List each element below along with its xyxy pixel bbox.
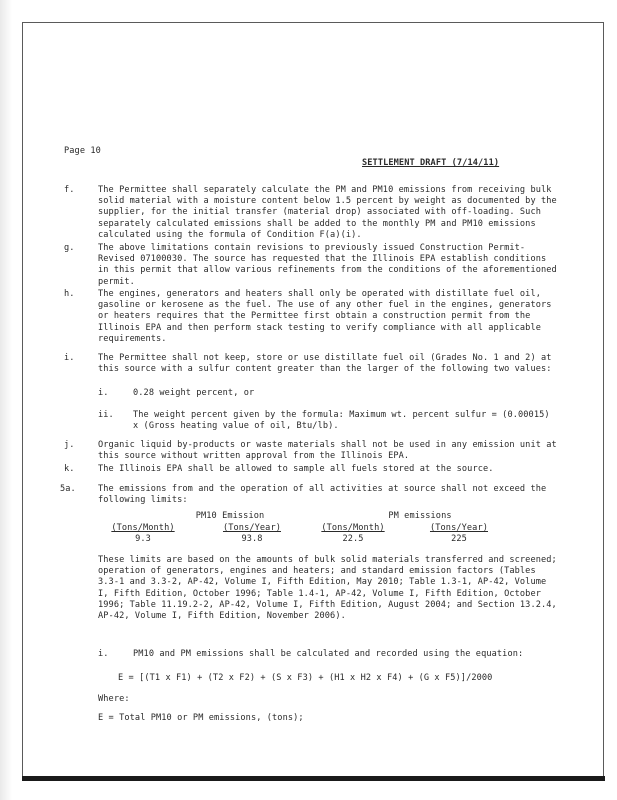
limits-paragraph: These limits are based on the amounts of bulk solid materials transferred and screened; operation of generators, engines and heaters; and standard emission factors (Tables 3.3-1 and 3.3-2, AP-42, Volume I, Fifth Edition, May 2010; Table 1.3-1, AP-42, Volume I, Fifth Edition, October 1996; Table 1.4-1, AP-42, Volume I, Fifth Edition, October 1996; Table 11.19.2-2, AP-42, Volume I, Fifth Edition, August 2004; and Section 13.2.4, AP-42, Volume I, Fifth Edition, November 2006). xyxy=(98,555,557,622)
col-header-pm-year: (Tons/Year) xyxy=(429,523,488,533)
item-text-i: The Permittee shall not keep, store or use distillate fuel oil (Grades No. 1 and 2) at this source with a sulfur content greater than the larger of the following two values: xyxy=(98,353,552,375)
item-label-h: h. xyxy=(64,289,75,299)
where-label: Where: xyxy=(98,694,130,704)
value-pm10-month: 9.3 xyxy=(135,534,151,544)
item-label-5a: 5a. xyxy=(60,484,76,494)
item-text-h: The engines, generators and heaters shall only be operated with distillate fuel oil, gasoline or kerosene as the fuel. The use of any other fuel in the engines, generators or heaters requires that the Permittee first obtain a construction permit from the Illinois EPA and then perform stack testing to verify compliance with all applicable requirements. xyxy=(98,289,552,344)
item-label-i: i. xyxy=(64,353,75,363)
item-text-j: Organic liquid by-products or waste materials shall not be used in any emission unit at this source without written approval from the Illinois EPA. xyxy=(98,440,557,462)
where-definition-e: E = Total PM10 or PM emissions, (tons); xyxy=(98,713,304,723)
value-pm10-year: 93.8 xyxy=(241,534,263,544)
col-header-pm10-month: (Tons/Month) xyxy=(111,523,175,533)
pm10-heading: PM10 Emission xyxy=(195,511,265,521)
item-label-f: f. xyxy=(64,185,75,195)
draft-label: SETTLEMENT DRAFT (7/14/11) xyxy=(362,158,500,168)
value-pm-month: 22.5 xyxy=(342,534,364,544)
subitem-label-ii: ii. xyxy=(98,410,114,420)
value-pm-year: 225 xyxy=(451,534,467,544)
item-text-f: The Permittee shall separately calculate the PM and PM10 emissions from receiving bulk solid material with a moisture content below 1.5 percent by weight as documented by the supplier, for the initial transfer (material drop) associated with off-loading. Such separately calculated emissions shall be added to the monthly PM and PM10 emissions calculated using the formula of Condition F(a)(i). xyxy=(98,185,557,240)
page-label: Page 10 xyxy=(64,146,101,156)
item-text-g: The above limitations contain revisions to previously issued Construction Permit-Revised 07100030. The source has requested that the Illinois EPA establish conditions in this permit that allow various refinements from the conditions of the aforementioned permit. xyxy=(98,243,557,287)
emission-equation: E = [(T1 x F1) + (T2 x F2) + (S x F3) + (H1 x H2 x F4) + (G x F5)]/2000 xyxy=(118,673,493,683)
equation-item-label: i. xyxy=(98,649,109,659)
subitem-text-ii: The weight percent given by the formula: Maximum wt. percent sulfur = (0.00015) x (Gross heating value of oil, Btu/lb). xyxy=(133,410,550,432)
pm-heading: PM emissions xyxy=(388,511,452,521)
subitem-label-i: i. xyxy=(98,388,109,398)
equation-intro: PM10 and PM emissions shall be calculated and recorded using the equation: xyxy=(133,649,524,659)
col-header-pm10-year: (Tons/Year) xyxy=(222,523,281,533)
item-text-k: The Illinois EPA shall be allowed to sample all fuels stored at the source. xyxy=(98,464,494,474)
col-header-pm-month: (Tons/Month) xyxy=(321,523,385,533)
item-label-j: j. xyxy=(64,440,75,450)
item-label-k: k. xyxy=(64,464,75,474)
item-label-g: g. xyxy=(64,243,75,253)
item-text-5a: The emissions from and the operation of all activities at source shall not exceed the following limits: xyxy=(98,484,547,506)
subitem-text-i: 0.28 weight percent, or xyxy=(133,388,255,398)
